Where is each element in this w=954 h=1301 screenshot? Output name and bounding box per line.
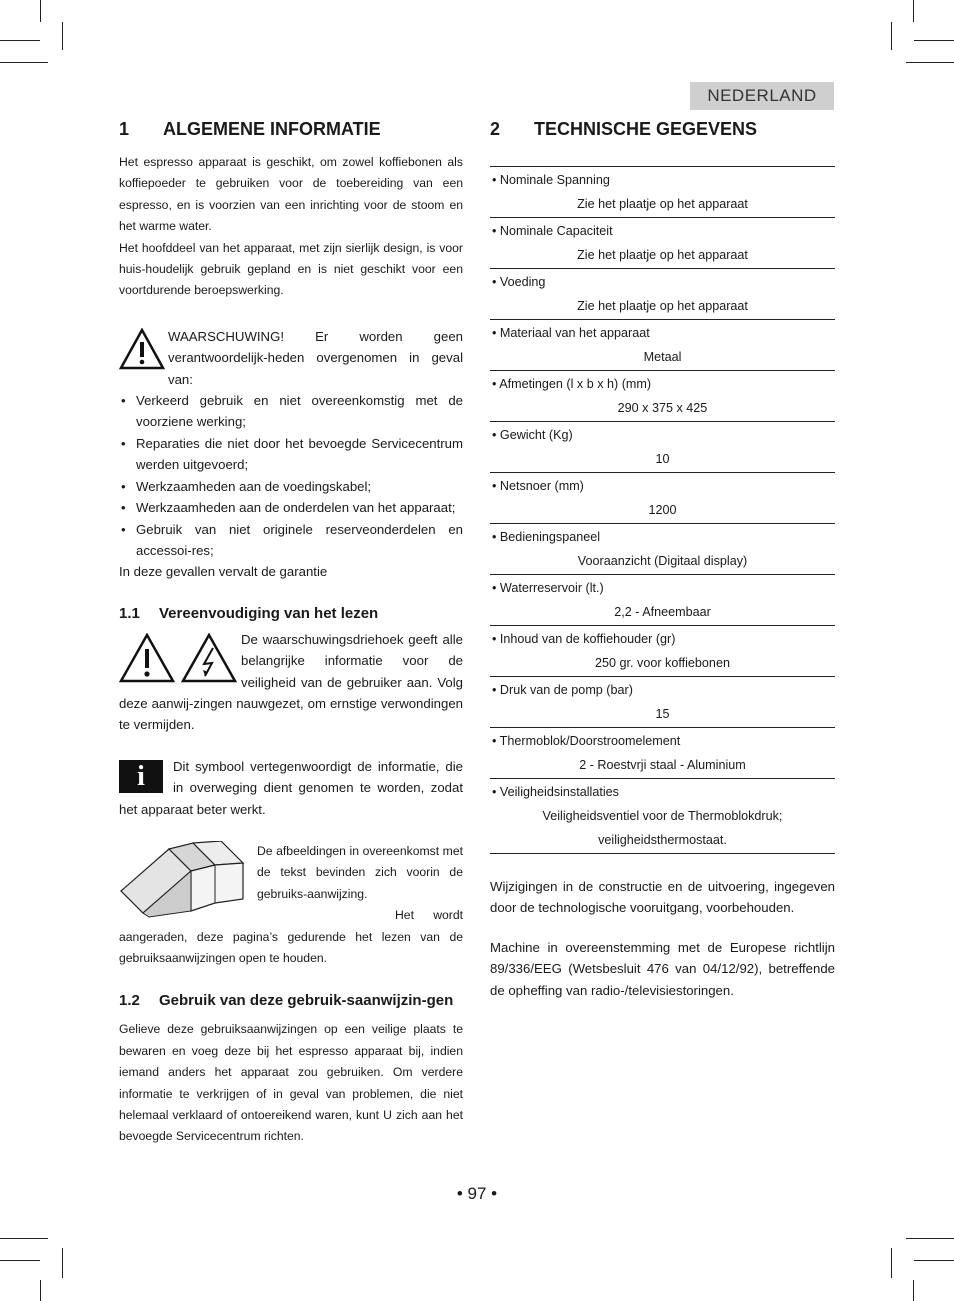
spec-value: 250 gr. voor koffiebonen — [595, 656, 730, 670]
spec-value: Zie het plaatje op het apparaat — [577, 248, 748, 262]
spec-label: • Nominale Spanning — [492, 173, 610, 187]
spec-label: • Bedieningspaneel — [492, 530, 601, 544]
list-item: • Werkzaamheden aan de voedingskabel; — [119, 476, 463, 497]
info-icon: i — [119, 760, 163, 793]
booklet-text: Het wordt aangeraden, deze pagina’s gedurende het lezen van de gebruiksaanwijzingen open te houden. — [119, 908, 463, 965]
spec-value: 10 — [655, 452, 670, 466]
section-number: 1.2 — [119, 992, 140, 1010]
warning-text: WAARSCHUWING! Er worden geen verantwoordelijk-heden overgenomen in geval van: — [168, 328, 463, 387]
spec-label: • Druk van de pomp (bar) — [492, 683, 633, 697]
language-tab: NEDERLAND — [690, 82, 834, 110]
warning-triangle-icon — [119, 633, 175, 683]
list-item: • Verkeerd gebruik en niet overeenkomstig met de voorziene werking; — [119, 390, 463, 433]
section-title: TECHNISCHE GEGEVENS — [534, 119, 758, 139]
spec-row — [490, 371, 835, 422]
spec-row — [490, 575, 835, 626]
section-1-2-heading — [119, 990, 463, 1011]
spec-value: Zie het plaatje op het apparaat — [577, 299, 748, 313]
left-column — [119, 116, 463, 1148]
crop-mark — [913, 1280, 914, 1301]
triangle-info-text: De waarschuwingsdriehoek geeft alle belangrijke informatie voor de veiligheid van de gebruiker aan. Volg deze aanwij-zingen nauwgezet, om ernstige verwondingen te vermijden. — [119, 631, 463, 733]
booklet-text: De afbeeldingen in overeenkomst met de tekst bevinden zich voorin de gebruiks-aanwijzing. — [257, 843, 463, 901]
spec-row — [490, 422, 835, 473]
spec-label: • Netsnoer (mm) — [492, 479, 584, 493]
crop-mark — [914, 40, 954, 41]
booklet-icon — [119, 841, 247, 919]
spec-label: • Nominale Capaciteit — [492, 224, 613, 238]
spec-label: • Inhoud van de koffiehouder (gr) — [492, 632, 676, 646]
spec-row — [490, 728, 835, 779]
warning-triangle-icon — [119, 328, 165, 370]
info-symbol-block — [119, 756, 463, 820]
electric-hazard-icon — [181, 633, 237, 683]
conformity-note: Machine in overeenstemming met de Europese richtlijn 89/336/EEG (Wetsbesluit 476 van 04/12/92), betreffende de opheffing van radio-/televisiestoringen. — [490, 939, 835, 998]
info-symbol-text: Dit symbool vertegenwoordigt de informatie, die in overweging dient genomen te worden, zodat het apparaat beter werkt. — [119, 758, 463, 817]
section-1-heading — [119, 116, 463, 142]
spec-value: 1200 — [648, 503, 677, 517]
right-column — [490, 116, 835, 1001]
spec-value: 2,2 - Afneembaar — [614, 605, 711, 619]
spec-row — [490, 218, 835, 269]
crop-mark — [891, 22, 892, 50]
crop-mark — [62, 1248, 63, 1278]
section-number: 1.1 — [119, 604, 140, 622]
spec-value: Zie het plaatje op het apparaat — [577, 197, 748, 211]
section-2-heading — [490, 116, 835, 142]
list-item: • Gebruik van niet originele reserveonderdelen en accessoi-res; — [119, 519, 463, 562]
intro-paragraph: Het espresso apparaat is geschikt, om zowel koffiebonen als koffiepoeder te gebruiken voor de toebereiding van een espresso, en is voorzien van een inrichting voor de stoom en het warme water. — [119, 155, 463, 234]
crop-mark — [40, 1280, 41, 1301]
construction-note: Wijzigingen in de constructie en de uitvoering, ingegeven door de technologische vooruitgang, voorbehouden. — [490, 879, 835, 916]
spec-value: 15 — [655, 707, 670, 721]
spec-label: • Waterreservoir (lt.) — [492, 581, 604, 595]
spec-value: Vooraanzicht (Digitaal display) — [577, 554, 748, 568]
section-number: 2 — [490, 119, 501, 139]
list-item: • Reparaties die niet door het bevoegde Servicecentrum werden uitgevoerd; — [119, 433, 463, 476]
crop-mark — [0, 1260, 40, 1261]
spec-label: • Voeding — [492, 275, 546, 289]
list-item: • Werkzaamheden aan de onderdelen van het apparaat; — [119, 497, 463, 518]
spec-label: • Gewicht (Kg) — [492, 428, 573, 442]
spec-value: Veiligheidsventiel voor de Thermoblokdruk; — [542, 809, 783, 823]
spec-row — [490, 269, 835, 320]
spec-row — [490, 779, 835, 854]
section-1-1-heading — [119, 603, 463, 624]
triangle-info-block — [119, 629, 463, 736]
spec-value: veiligheidsthermostaat. — [598, 833, 727, 847]
warning-block — [119, 326, 463, 390]
crop-mark — [906, 1238, 954, 1239]
crop-mark — [62, 22, 63, 50]
crop-mark — [913, 0, 914, 22]
crop-mark — [0, 62, 48, 63]
page-number: • 97 • — [456, 1184, 498, 1203]
spec-row — [490, 677, 835, 728]
crop-mark — [891, 1248, 892, 1278]
section-number: 1 — [119, 119, 130, 139]
crop-mark — [40, 0, 41, 22]
spec-row — [490, 167, 835, 218]
spec-label: • Thermoblok/Doorstroomelement — [492, 734, 681, 748]
spec-label: • Veiligheidsinstallaties — [492, 785, 619, 799]
warning-list — [119, 390, 463, 561]
crop-mark — [0, 40, 40, 41]
spec-row — [490, 626, 835, 677]
section-title: ALGEMENE INFORMATIE — [163, 119, 381, 139]
section-title: Vereenvoudiging van het lezen — [159, 604, 379, 622]
booklet-block — [119, 841, 463, 969]
intro-paragraph: Het hoofddeel van het apparaat, met zijn sierlijk design, is voor huis-houdelijk gebruik gepland en is niet geschikt voor een voortdurende beroepswerking. — [119, 240, 463, 298]
spec-value: 2 - Roestvrji staal - Aluminium — [579, 758, 746, 772]
crop-mark — [0, 1238, 48, 1239]
crop-mark — [906, 62, 954, 63]
spec-label: • Materiaal van het apparaat — [492, 326, 650, 340]
spec-row — [490, 320, 835, 371]
warranty-note: In deze gevallen vervalt de garantie — [119, 564, 328, 580]
usage-paragraph: Gelieve deze gebruiksaanwijzingen op een veilige plaats te bewaren en voeg deze bij het espresso apparaat bij, indien iemand anders het apparaat zou gebruiken. Om verdere informatie te verkrijgen of in geval van problemen, die niet helemaal verklaard of ontoereikend waren, kunt U zich aan het bevoegde Servicecentrum richten. — [119, 1022, 463, 1144]
spec-label: • Afmetingen (l x b x h) (mm) — [492, 377, 652, 391]
spec-row — [490, 524, 835, 575]
section-title: Gebruik van deze gebruik-saanwijzin-gen — [159, 992, 454, 1010]
spec-value: 290 x 375 x 425 — [617, 401, 708, 415]
spec-table — [490, 166, 835, 854]
spec-row — [490, 473, 835, 524]
crop-mark — [914, 1260, 954, 1261]
spec-value: Metaal — [643, 350, 682, 364]
